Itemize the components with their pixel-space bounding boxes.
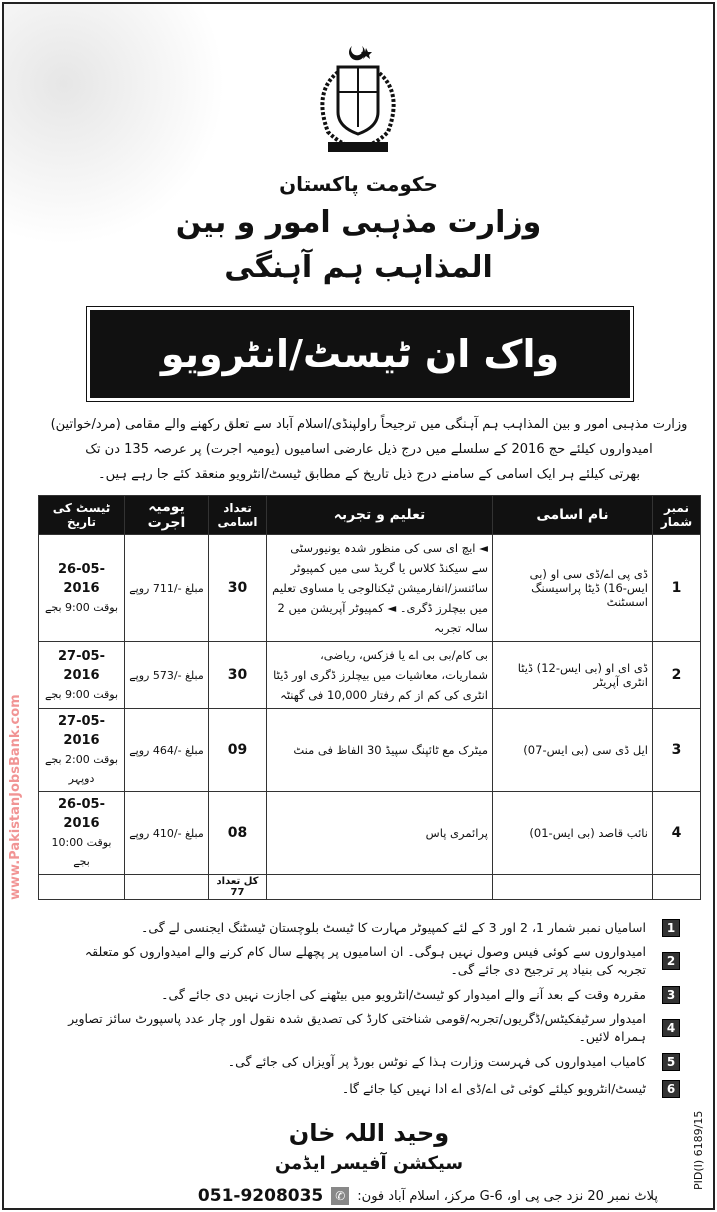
education-cell: بی کام/بی بی اے یا فزکس، ریاضی، شماریات، معاشیات میں بیچلرز ڈگری اور ڈیٹا انٹری کی کم از کم رفتار 10,000 فی گھنٹہ [267, 642, 493, 709]
test-date: 27-05-2016 [58, 648, 105, 683]
signatory-designation: سیکشن آفیسر ایڈمن [274, 1153, 464, 1174]
intro-line: بھرتی کیلئے ہر ایک اسامی کے سامنے درج ذیل تاریخ کے مطابق ٹیسٹ/انٹرویو منعقد کئے جا رہے ہیں۔ [97, 467, 641, 482]
note-text: کامیاب امیدواروں کی فہرست وزارت ہذا کے نوٹس بورڈ پر آویزاں کی جائے گی۔ [227, 1053, 646, 1069]
header-wage: یومیہ اجرت [125, 496, 209, 535]
post-cell: ڈی ای او (بی ایس-12) ڈیٹا انٹری آپریٹر [493, 642, 653, 709]
table-row [39, 642, 701, 709]
education-cell: ◄ ایچ ای سی کی منظور شدہ یونیورسٹی سے سیکنڈ کلاس یا گریڈ سی میں کمپیوٹر سائنسز/انفارمیشن ٹیکنالوجی یا مساوی تعلیم میں بیچلرز ڈگری۔ ◄ کمپیوٹر آپریشن میں 2 سالہ تجربہ [267, 535, 493, 642]
address-text: پلاٹ نمبر 20 نزد جی پی او، G-6 مرکز، اسلام آباد فون: [357, 1188, 658, 1204]
education-cell: میٹرک مع ٹائپنگ سپیڈ 30 الفاظ فی منٹ [267, 709, 493, 792]
intro-line: وزارت مذہبی امور و بین المذاہب ہم آہنگی میں ترجیحاً راولپنڈی/اسلام آباد سے تعلق رکھنے والے مقامی (مرد/خواتین) [50, 417, 688, 432]
pid-number: PID(I) 6189/15 [692, 1110, 705, 1190]
address-line [98, 1186, 658, 1206]
content-body [38, 412, 700, 1206]
date-cell [39, 709, 125, 792]
signatory-name: وحید اللہ خان [288, 1119, 450, 1147]
header-education: تعلیم و تجربہ [267, 496, 493, 535]
date-cell [39, 642, 125, 709]
note-text: امیدوار سرٹیفکیٹس/ڈگریوں/تجربہ/قومی شناختی کارڈ کی تصدیق شدہ نقول اور چار عدد پاسپورٹ سائز تصاویر ہمراہ لائیں۔ [68, 1011, 646, 1044]
test-time: بوقت 10:00 بجے [51, 836, 112, 868]
count-cell: 30 [209, 535, 267, 642]
total-row [39, 875, 701, 900]
note-item [60, 981, 690, 1008]
note-number: 6 [662, 1080, 680, 1098]
note-number: 2 [662, 952, 680, 970]
wage-cell: مبلغ -/573 روپے [125, 642, 209, 709]
test-time: بوقت 2:00 بجے دوپہر [44, 753, 119, 785]
post-cell: ایل ڈی سی (بی ایس-07) [493, 709, 653, 792]
note-item [60, 1048, 690, 1075]
serial-cell: 3 [653, 709, 701, 792]
note-text: اسامیاں نمبر شمار 1، 2 اور 3 کے لئے کمپیوٹر مہارت کا ٹیسٹ بلوچستان ٹیسٹنگ ایجنسی لے گی۔ [141, 919, 646, 935]
test-date: 27-05-2016 [58, 714, 105, 748]
wage-cell: مبلغ -/410 روپے [125, 792, 209, 875]
wage-cell: مبلغ -/711 روپے [125, 535, 209, 642]
count-cell: 09 [209, 709, 267, 792]
post-cell: نائب قاصد (بی ایس-01) [493, 792, 653, 875]
phone-number: 051-9208035 [197, 1186, 324, 1206]
note-item [60, 914, 690, 941]
serial-cell: 2 [653, 642, 701, 709]
header-post: نام اسامی [493, 496, 653, 535]
notes-list [60, 914, 690, 1102]
note-text: مقررہ وقت کے بعد آنے والے امیدوار کو ٹیسٹ/انٹرویو میں بیٹھنے کی اجازت نہیں دی جائے گی۔ [161, 986, 646, 1002]
test-date: 26-05-2016 [58, 561, 105, 596]
wage-cell: مبلغ -/464 روپے [125, 709, 209, 792]
date-cell [39, 535, 125, 642]
table-header-row [39, 496, 701, 535]
note-text: ٹیسٹ/انٹرویو کیلئے کوئی ٹی اے/ڈی اے ادا نہیں کیا جائے گا۔ [341, 1080, 646, 1096]
note-text: امیدواروں سے کوئی فیس وصول نہیں ہوگی۔ ان اسامیوں پر پچھلے سال کام کرنے والے امیدواروں کو متعلقہ تجربہ کی بنیاد پر ترجیح دی جائے گی۔ [84, 944, 646, 977]
note-item [60, 941, 690, 981]
date-cell [39, 792, 125, 875]
test-date: 26-05-2016 [58, 797, 105, 831]
table-row [39, 709, 701, 792]
phone-icon: ✆ [331, 1187, 349, 1205]
intro-line: امیدواروں کیلئے حج 2016 کے سلسلے میں درج ذیل عارضی اسامیوں (یومیہ اجرت) پر عرصہ 135 دن تک [85, 442, 653, 457]
count-cell: 30 [209, 642, 267, 709]
state-emblem-icon [308, 42, 408, 157]
watermark: www.PakistanJobsBank.com [8, 694, 23, 900]
note-number: 3 [662, 986, 680, 1004]
note-number: 1 [662, 919, 680, 937]
table-row [39, 792, 701, 875]
walk-in-banner: واک ان ٹیسٹ/انٹرویو [90, 310, 630, 398]
intro-paragraph [49, 412, 689, 487]
vacancy-table [38, 495, 701, 900]
serial-cell: 4 [653, 792, 701, 875]
ministry-title-line1: وزارت مذہبی امور و بین [175, 205, 542, 240]
ministry-title-line2: المذاہب ہم آہنگی [224, 250, 493, 285]
note-number: 5 [662, 1053, 680, 1071]
government-title: حکومت پاکستان [279, 172, 438, 196]
education-cell: پرائمری پاس [267, 792, 493, 875]
note-item [60, 1075, 690, 1102]
test-time: بوقت 9:00 بجے [44, 687, 119, 701]
post-cell: ڈی پی اے/ڈی سی او (بی ایس-16) ڈیٹا پراسیسنگ اسسٹنٹ [493, 535, 653, 642]
header-count: تعداد اسامی [209, 496, 267, 535]
serial-cell: 1 [653, 535, 701, 642]
header-date: ٹیسٹ کی تاریخ [39, 496, 125, 535]
header-serial: نمبر شمار [653, 496, 701, 535]
count-cell: 08 [209, 792, 267, 875]
test-time: بوقت 9:00 بجے [44, 600, 119, 614]
note-number: 4 [662, 1019, 680, 1037]
note-item [60, 1008, 690, 1048]
table-row [39, 535, 701, 642]
total-count: کل تعداد 77 [209, 875, 267, 900]
